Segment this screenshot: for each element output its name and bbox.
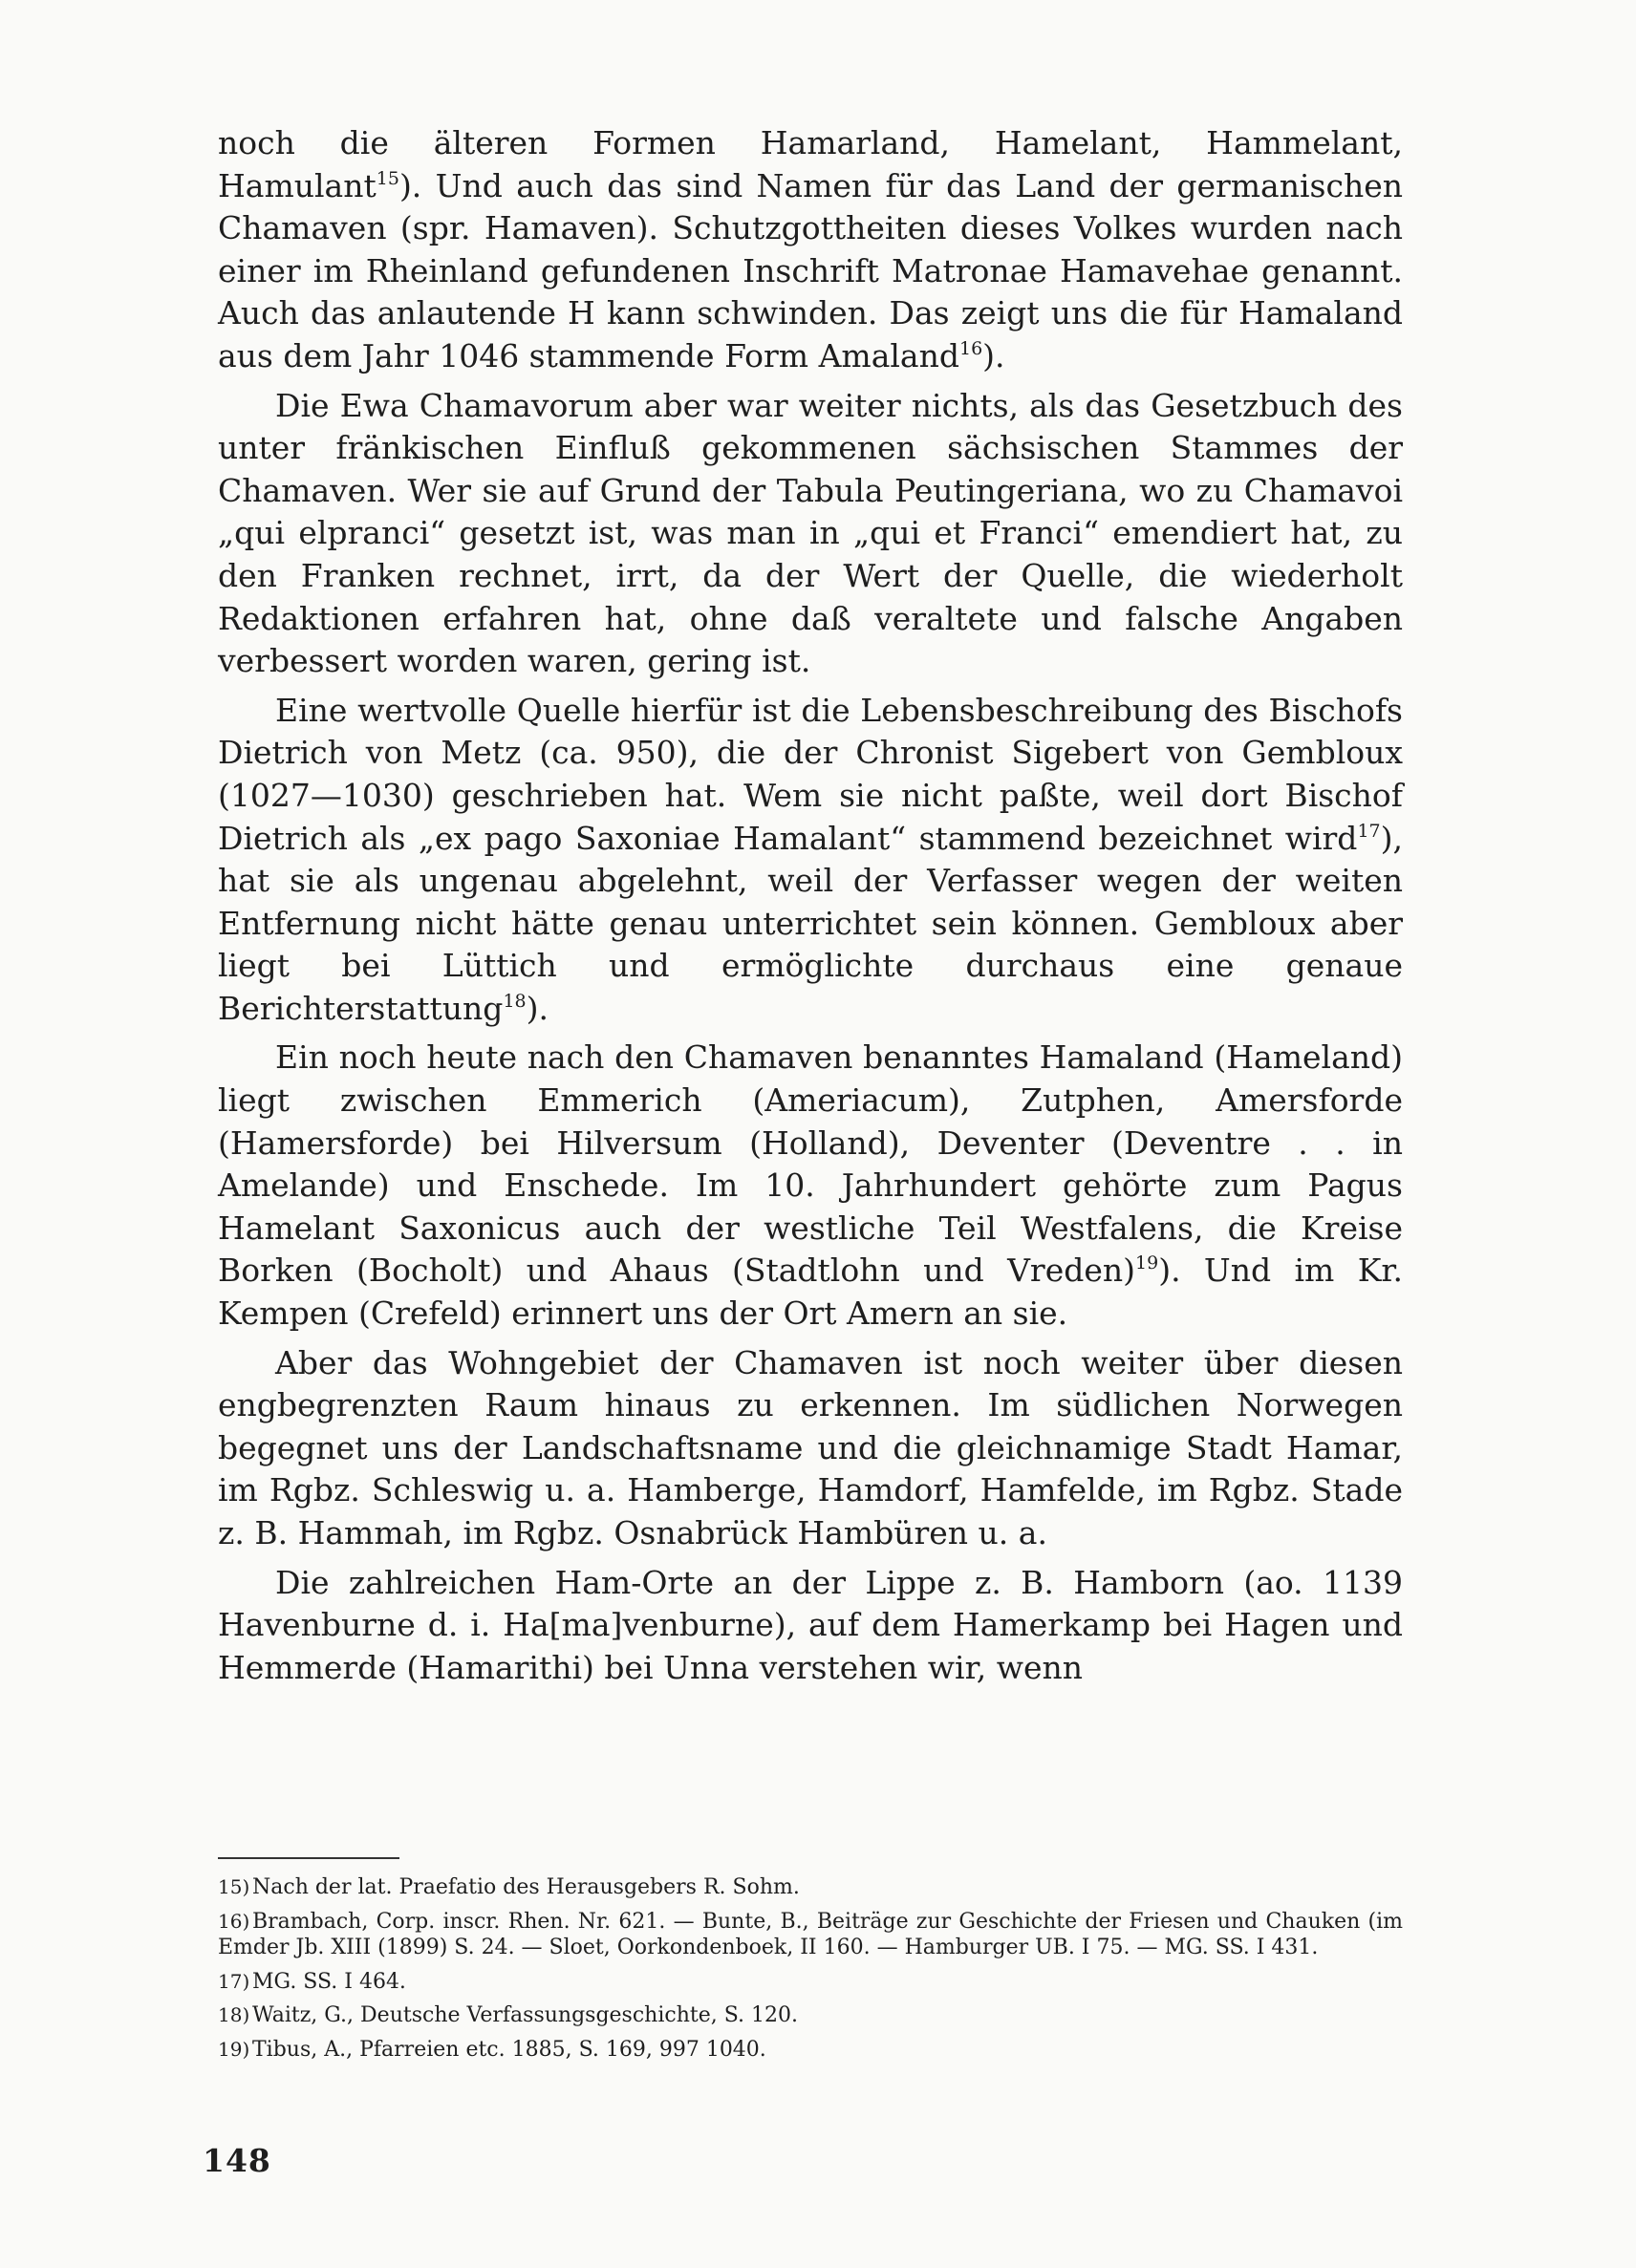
footnote-text: MG. SS. I 464. xyxy=(252,1969,406,1994)
text-run: Die Ewa Chamavorum aber war weiter nichts, als das Gesetzbuch des unter fränkischen Einfluß gekommenen sächsischen Stammes der Chamaven. Wer sie auf Grund der Tabula Peutingeriana, wo zu Chamavoi „qui elpranci“ gesetzt ist, was man in „qui et Franci“ emendiert hat, zu den Franken rechnet, irrt, da der Wert der Quelle, die wiederholt Redaktionen erfahren hat, ohne daß veraltete und falsche Angaben verbessert worden waren, gering ist. xyxy=(218,386,1403,680)
text-run: ). Und im Kr. Kempen (Crefeld) erinnert uns der Ort Amern an sie. xyxy=(218,1252,1403,1333)
paragraph xyxy=(218,1342,1403,1555)
text-run: Ein noch heute nach den Chamaven benanntes Hamaland (Hameland) liegt zwischen Emmerich (Ameriacum), Zutphen, Amersforde (Hamersforde) bei Hilversum (Holland), Deventer (Deventre . . in Amelande) und Enschede. Im 10. Jahrhundert gehörte zum Pagus Hamelant Saxonicus auch der westliche Teil Westfalens, die Kreise Borken (Bocholt) und Ahaus (Stadtlohn und Vreden) xyxy=(218,1038,1403,1290)
footnote-number: 17) xyxy=(218,1969,250,1993)
paragraph xyxy=(218,122,1403,378)
text-run: Aber das Wohngebiet der Chamaven ist noch weiter über diesen engbegrenzten Raum hinaus zu erkennen. Im südlichen Norwegen begegnet uns der Landschaftsname und die gleichnamige Stadt Hamar, im Rgbz. Schleswig u. a. Hamberge, Hamdorf, Hamfelde, im Rgbz. Stade z. B. Hammah, im Rgbz. Osnabrück Hambüren u. a. xyxy=(218,1343,1403,1551)
footnote-reference: 18 xyxy=(503,990,527,1012)
footnote xyxy=(218,2002,1403,2029)
footnote-text: Waitz, G., Deutsche Verfassungsgeschichte, S. 120. xyxy=(252,2003,798,2027)
paragraph xyxy=(218,690,1403,1031)
footnote-text: Tibus, A., Pfarreien etc. 1885, S. 169, 997 1040. xyxy=(252,2037,766,2062)
footnote xyxy=(218,1874,1403,1901)
main-text xyxy=(218,122,1403,1696)
paragraph xyxy=(218,1037,1403,1335)
footnote-number: 16) xyxy=(218,1909,250,1933)
footnotes xyxy=(218,1874,1403,2070)
footnote xyxy=(218,1909,1403,1961)
text-run: ). xyxy=(526,989,549,1027)
paragraph xyxy=(218,385,1403,683)
text-run: ), hat sie als ungenau abgelehnt, weil der Verfasser wegen der weiten Entfernung nicht hätte genau unterrichtet sein können. Gembloux aber liegt bei Lüttich und ermöglichte durchaus eine genaue Berichterstattung xyxy=(218,819,1403,1027)
footnote-text: Brambach, Corp. inscr. Rhen. Nr. 621. — Bunte, B., Beiträge zur Geschichte der Friesen und Chauken (im Emder Jb. XIII (1899) S. 24. — Sloet, Oorkondenboek, II 160. — Hamburger UB. I 75. — MG. SS. I 431. xyxy=(218,1909,1403,1959)
footnote-reference: 17 xyxy=(1357,820,1381,842)
footnote-number: 18) xyxy=(218,2003,250,2026)
footnote-number: 19) xyxy=(218,2037,250,2061)
footnote xyxy=(218,1969,1403,1996)
text-run: ). Und auch das sind Namen für das Land der germanischen Chamaven (spr. Hamaven). Schutzgottheiten dieses Volkes wurden nach einer im Rheinland gefundenen Inschrift Matronae Hamavehae genannt. Auch das anlautende H kann schwinden. Das zeigt uns die für Hamaland aus dem Jahr 1046 stammende Form Amaland xyxy=(218,166,1403,374)
text-run: Die zahlreichen Ham-Orte an der Lippe z. B. Hamborn (ao. 1139 Havenburne d. i. Ha[ma]venburne), auf dem Hamerkamp bei Hagen und Hemmerde (Hamarithi) bei Unna verstehen wir, wenn xyxy=(218,1563,1403,1686)
footnote-number: 15) xyxy=(218,1875,250,1898)
footnote-reference: 15 xyxy=(376,167,399,189)
footnote xyxy=(218,2037,1403,2064)
text-run: Eine wertvolle Quelle hierfür ist die Lebensbeschreibung des Bischofs Dietrich von Metz (ca. 950), die der Chronist Sigebert von Gembloux (1027—1030) geschrieben hat. Wem sie nicht paßte, weil dort Bischof Dietrich als „ex pago Saxoniae Hamalant“ stammend bezeichnet wird xyxy=(218,691,1403,857)
footnote-text: Nach der lat. Praefatio des Herausgebers R. Sohm. xyxy=(252,1875,800,1899)
paragraph xyxy=(218,1562,1403,1690)
footnote-reference: 16 xyxy=(958,337,983,359)
footnote-reference: 19 xyxy=(1135,1252,1159,1274)
page-number: 148 xyxy=(203,2142,271,2179)
text-run: noch die älteren Formen Hamarland, Hamelant, Hammelant, Hamulant xyxy=(218,124,1403,204)
text-run: ). xyxy=(982,336,1005,374)
footnote-rule xyxy=(218,1857,399,1859)
